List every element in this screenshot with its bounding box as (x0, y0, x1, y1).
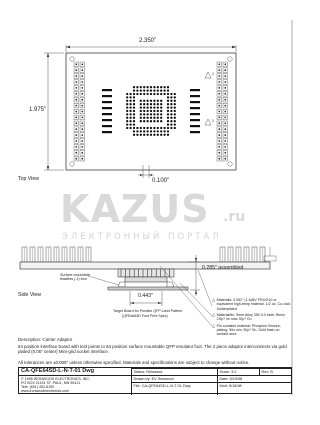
pad-dot (140, 100, 142, 102)
pad-dot (174, 123, 176, 125)
pad-dot (143, 86, 145, 88)
pad-dot (153, 113, 155, 115)
pad-dot (143, 106, 145, 108)
pad-dot (160, 100, 162, 102)
company-line2: PO BOX 21151 ST. PAUL, MN 55121 (21, 381, 81, 386)
pad-dot (163, 134, 165, 136)
pad-dot (167, 89, 169, 91)
pad-dot (174, 110, 176, 112)
pad-dot (126, 100, 128, 102)
fanout-pad (190, 89, 200, 91)
pad-dot (146, 86, 148, 88)
company-block (19, 375, 131, 395)
drawn-cell: Drawn by: EV Seawood (131, 375, 217, 382)
pad-dot (140, 106, 142, 108)
pad-dot (150, 110, 152, 112)
pad-dot (146, 110, 148, 112)
pad-dot (133, 103, 135, 105)
pad-dot (129, 120, 131, 122)
target-board (108, 287, 188, 290)
pad-dot (129, 96, 131, 98)
pad-dot (153, 103, 155, 105)
pad-dot (133, 100, 135, 102)
pad-dot (167, 113, 169, 115)
material-note: △ Pin contacts material: Phosphor Bronze, plating: 50u min 30p? Sn. Gold flash on contact area (212, 322, 281, 337)
warning-icon: △ (212, 311, 216, 317)
pad-dot (126, 106, 128, 108)
pad-dot (157, 127, 159, 129)
pad-dot (170, 103, 172, 105)
pad-dot (160, 86, 162, 88)
pad-dot (167, 127, 169, 129)
pad-dot (167, 130, 169, 132)
fanout-pad (102, 125, 112, 127)
pad-dot (133, 93, 135, 95)
pad-dot (126, 103, 128, 105)
pad-dot (143, 103, 145, 105)
company-line3: Tele: (651) 452-8100 (21, 385, 55, 390)
pad-dot (140, 86, 142, 88)
pad-dot (174, 106, 176, 108)
dim-height: 1.975" (29, 107, 47, 113)
pin1-marker-b: 1 (212, 119, 214, 123)
pad-dot (174, 100, 176, 102)
dim-width: 2.350" (139, 38, 157, 44)
pad-dot (157, 106, 159, 108)
pad-dot (143, 117, 145, 119)
mod-cell: Mod: 5/18/98 (217, 382, 292, 395)
pad-dot (170, 110, 172, 112)
pad-dot (167, 86, 169, 88)
pad-dot (126, 110, 128, 112)
pad-dot (126, 120, 128, 122)
pad-dot (167, 110, 169, 112)
pad-dot (150, 134, 152, 136)
pad-dot (167, 103, 169, 105)
pad-dot (157, 93, 159, 95)
pin1-marker-a: 1 (212, 72, 214, 76)
pad-dot (140, 134, 142, 136)
pad-dot (170, 96, 172, 98)
pad-dot (133, 110, 135, 112)
pad-dot (174, 127, 176, 129)
pad-dot (129, 117, 131, 119)
pad-dot (133, 120, 135, 122)
pad-dot (157, 120, 159, 122)
pad-dot (129, 100, 131, 102)
pad-dot (153, 130, 155, 132)
pad-dot (126, 93, 128, 95)
pad-dot (146, 127, 148, 129)
pad-dot (160, 120, 162, 122)
pad-dot (133, 106, 135, 108)
file-cell: File: CA-QFE64SD-L-N-T-01 Dwg (131, 382, 217, 395)
pad-dot (174, 120, 176, 122)
pad-dot (170, 127, 172, 129)
fanout-pad (190, 101, 200, 103)
fanout-pad (190, 107, 200, 109)
pad-dot (150, 86, 152, 88)
pad-dot (133, 117, 135, 119)
pad-dot (167, 93, 169, 95)
pad-dot (153, 86, 155, 88)
pad-dot (146, 120, 148, 122)
pad-dot (146, 89, 148, 91)
pad-dot (157, 130, 159, 132)
pad-dot (157, 89, 159, 91)
pad-dot (167, 120, 169, 122)
pad-dot (140, 89, 142, 91)
fanout-pad (190, 125, 200, 127)
pad-dot (167, 117, 169, 119)
pad-dot (157, 100, 159, 102)
pad-dot (170, 120, 172, 122)
title-block (18, 367, 292, 394)
warning-icon: △ (212, 297, 216, 302)
pad-dot (146, 93, 148, 95)
pad-dot (136, 86, 138, 88)
pad-dot (146, 117, 148, 119)
pad-dot (150, 120, 152, 122)
pad-dot (140, 93, 142, 95)
pad-dot (153, 89, 155, 91)
pad-dot (133, 130, 135, 132)
pad-dot (160, 134, 162, 136)
pad-dot (150, 127, 152, 129)
pad-dot (129, 110, 131, 112)
pad-dot (160, 103, 162, 105)
pad-dot (170, 117, 172, 119)
right-pin-header (217, 62, 228, 161)
pad-dot (133, 89, 135, 91)
fanout-pad (102, 95, 112, 97)
left-pin-header (74, 62, 85, 161)
watermark-subtitle: ЭЛЕКТРОННЫЙ ПОРТАЛ (62, 232, 222, 242)
pad-dot (133, 86, 135, 88)
side-view-pins (22, 247, 265, 262)
pad-dot (126, 123, 128, 125)
pad-dot (129, 113, 131, 115)
pad-dot (160, 130, 162, 132)
pad-dot (170, 100, 172, 102)
pad-dot (174, 96, 176, 98)
date-cell: Date: 5/15/98 (217, 375, 292, 382)
pad-dot (160, 93, 162, 95)
pad-dot (160, 113, 162, 115)
pad-dot (133, 127, 135, 129)
pad-dot (136, 89, 138, 91)
pad-dot (136, 130, 138, 132)
status-cell: Status: Released (131, 368, 217, 376)
pad-dot (150, 113, 152, 115)
pad-dot (163, 89, 165, 91)
pad-dot (126, 127, 128, 129)
pad-dot (140, 117, 142, 119)
pad-dot (170, 106, 172, 108)
pad-dot (143, 110, 145, 112)
pad-dot (160, 106, 162, 108)
warning-icon: △ (212, 322, 216, 328)
pad-dot (140, 130, 142, 132)
tolerance-note: All tolerances are ±0.005" unless otherwise specified. Materials and specifications are subject to change without notice. (18, 360, 250, 365)
pad-dot (163, 86, 165, 88)
pad-dot (174, 117, 176, 119)
dim-pitch: 0.100" (152, 178, 170, 184)
pad-dot (170, 123, 172, 125)
pad-dot (140, 120, 142, 122)
target-line1: Target Board for Positive QFP Land Pattern (113, 309, 183, 313)
surface-note: Surface mountable leadless (.1) foot (60, 273, 91, 282)
pad-dot (157, 110, 159, 112)
pad-dot (140, 113, 142, 115)
pad-dot (153, 134, 155, 136)
pad-dot (153, 106, 155, 108)
pad-dot (150, 93, 152, 95)
pad-dot (146, 100, 148, 102)
pad-dot (150, 117, 152, 119)
pad-dot (143, 89, 145, 91)
pad-dot (143, 120, 145, 122)
pad-dot (140, 110, 142, 112)
dim-assembled: 0.285" assembled (202, 265, 244, 271)
dwg-number: CA-QFE64SD-L-N-T-01 Dwg (21, 367, 95, 374)
pad-dot (150, 100, 152, 102)
pad-dot (143, 134, 145, 136)
pad-dot (129, 127, 131, 129)
pad-dot (160, 89, 162, 91)
pad-dot (157, 134, 159, 136)
pad-dot (126, 96, 128, 98)
material-note: △ Materials: 0.062" (1.6)NV FR4/G10 or equivalent high-temp material. 1/2 oz. Cu clad. Solderplated. (212, 297, 291, 311)
pad-dot (129, 93, 131, 95)
pad-dot (143, 127, 145, 129)
pad-dot (153, 127, 155, 129)
pad-dot (126, 117, 128, 119)
company-line4: www.ironwoodelectronics.com (21, 389, 70, 394)
pad-dot (140, 127, 142, 129)
pad-dot (157, 117, 159, 119)
pad-dot (136, 127, 138, 129)
dim-pad: 0.443" (138, 293, 153, 299)
pad-dot (150, 89, 152, 91)
pad-dot (143, 113, 145, 115)
pad-dot (143, 93, 145, 95)
pad-dot (136, 93, 138, 95)
pad-dot (167, 134, 169, 136)
pad-dot (143, 100, 145, 102)
pad-dot (126, 113, 128, 115)
side-view-label: Side View (18, 292, 41, 298)
pad-dot (153, 120, 155, 122)
pad-dot (133, 134, 135, 136)
pad-dot (150, 103, 152, 105)
pad-dot (167, 123, 169, 125)
pad-dot (133, 113, 135, 115)
top-view-label: Top View (18, 176, 39, 182)
pad-dot (146, 103, 148, 105)
rev-cell: Rev: B (259, 368, 292, 376)
pad-dot (150, 106, 152, 108)
pad-dot (174, 113, 176, 115)
fanout-pad (102, 119, 112, 121)
pad-dot (163, 127, 165, 129)
pad-dot (157, 113, 159, 115)
pad-dot (133, 123, 135, 125)
pad-dot (150, 130, 152, 132)
pad-dot (140, 103, 142, 105)
pad-dot (170, 113, 172, 115)
pad-dot (136, 134, 138, 136)
description-title: Description: Carrier Adaptor (18, 337, 73, 342)
pad-dot (160, 110, 162, 112)
fanout-pad (190, 113, 200, 115)
pad-dot (167, 106, 169, 108)
watermark-tld: .ru (223, 209, 246, 225)
fanout-pad (102, 89, 112, 91)
target-line2: (QFEks64D Foot Print Spec) (122, 314, 168, 318)
scale-cell: Scale: 3:2 (217, 368, 259, 376)
fanout-pad (190, 131, 200, 133)
pad-dot (153, 117, 155, 119)
watermark-logo (60, 187, 260, 231)
fanout-pad (102, 113, 112, 115)
center-pad-array (102, 86, 200, 136)
pad-dot (143, 130, 145, 132)
company-line1: © 1998 IRONWOOD ELECTRONICS, INC. (21, 377, 90, 381)
pad-dot (146, 113, 148, 115)
pad-dot (129, 106, 131, 108)
material-note: △ Material/tin, 9mm Alloy 350 0.0 bath: Resin 2Sp? /m max Sip? Cu (212, 311, 285, 322)
pad-dot (146, 106, 148, 108)
pad-dot (157, 86, 159, 88)
pad-dot (174, 103, 176, 105)
pad-dot (129, 103, 131, 105)
description-body: 64 position interface board with test points to 64 position surface mountable QFP emulator foot. The 2 piece adaptor interconnects via gold plated (0.05" center) Mini-grid socket interface. (18, 344, 287, 355)
pad-dot (170, 93, 172, 95)
watermark-brand: KAZUS (60, 187, 210, 231)
pad-dot (160, 117, 162, 119)
fanout-pad (102, 101, 112, 103)
pad-dot (153, 100, 155, 102)
pad-dot (153, 110, 155, 112)
fanout-pad (190, 119, 200, 121)
material-notes (212, 298, 292, 337)
pad-dot (153, 93, 155, 95)
pad-dot (167, 96, 169, 98)
pad-dot (174, 93, 176, 95)
fanout-pad (102, 131, 112, 133)
fanout-pad (190, 95, 200, 97)
pad-dot (146, 130, 148, 132)
pad-dot (133, 96, 135, 98)
pad-dot (146, 134, 148, 136)
fanout-pad (102, 107, 112, 109)
pad-dot (167, 100, 169, 102)
pad-dot (160, 127, 162, 129)
pad-dot (129, 123, 131, 125)
pad-dot (163, 130, 165, 132)
pad-dot (163, 93, 165, 95)
pad-dot (157, 103, 159, 105)
